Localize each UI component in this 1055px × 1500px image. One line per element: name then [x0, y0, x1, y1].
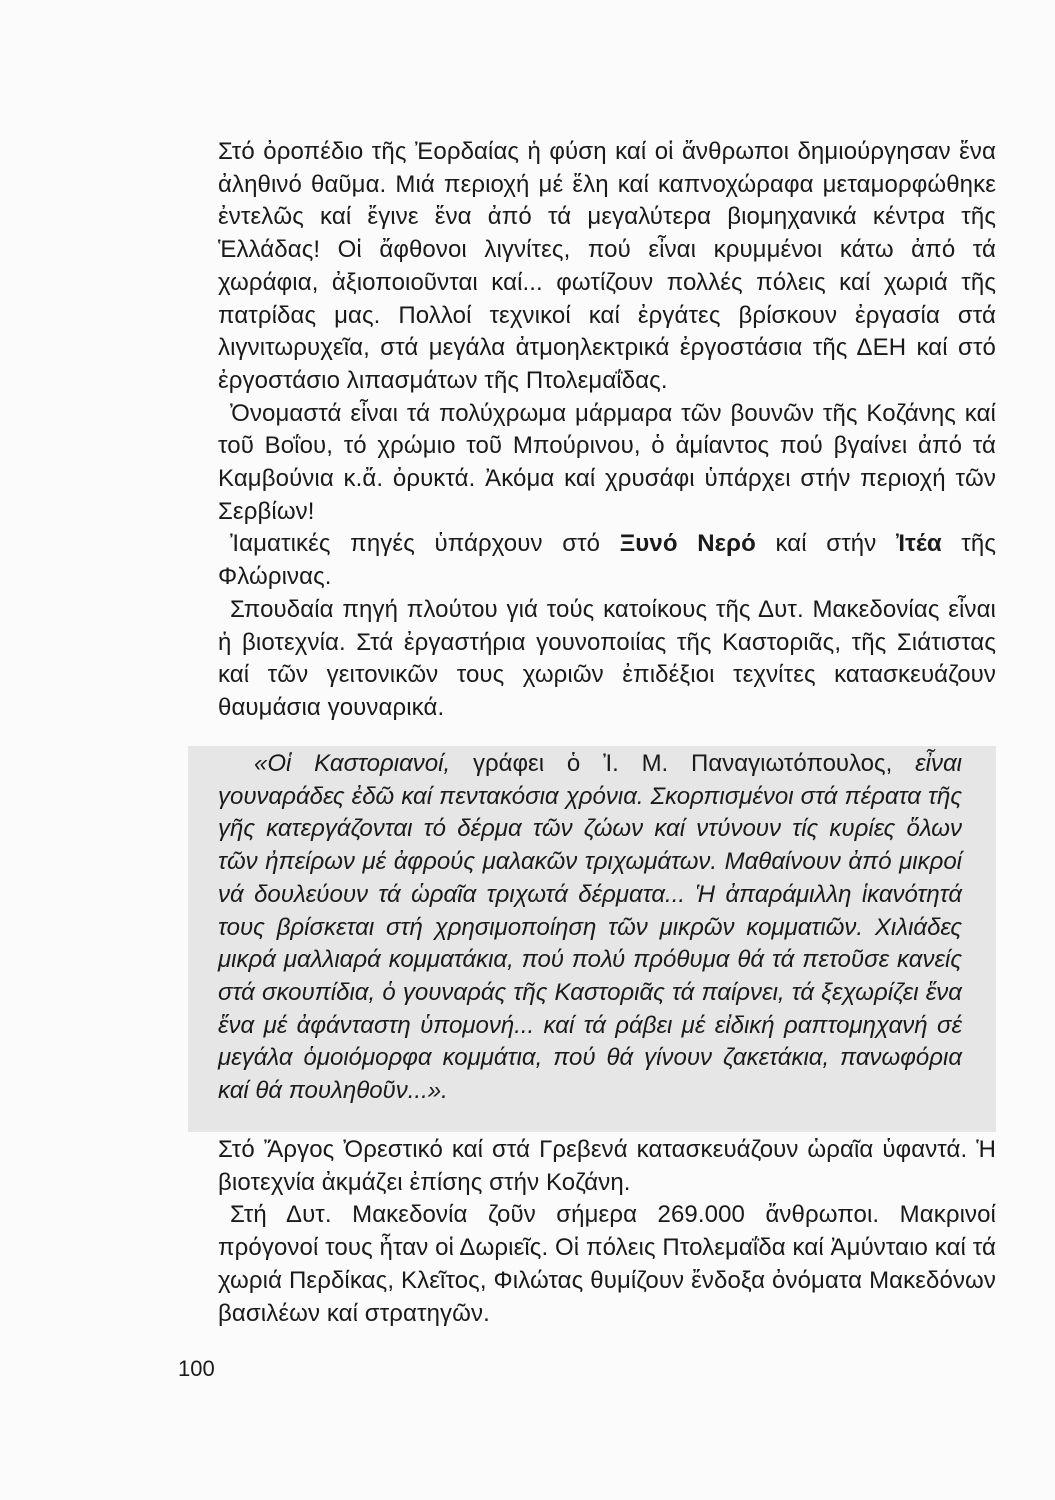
paragraph-springs [218, 528, 996, 593]
quote-body: εἶναι γουναράδες ἐδῶ καί πεντακόσια χρόνια. Σκορπισμένοι στά πέρατα τῆς γῆς κατεργάζονται τό δέρμα τῶν ζώων καί ντύνουν τίς κυρίες ὅλων τῶν ἠπείρων μέ ἀφρούς μαλακῶν τριχωμάτων. Μαθαίνουν ἀπό μικροί νά δουλεύουν τά ὡραῖα τριχωτά δέρματα... Ἡ ἀπαράμιλλη ἱκανότητά τους βρίσκεται στή χρησιμοποίηση τῶν μικρῶν κομματιῶν. Χιλιάδες μικρά μαλλιαρά κομματάκια, πού πολύ πρόθυμα θά τά πετοῦσε κανείς στά σκουπίδια, ὁ γουναράς τῆς Καστοριᾶς τά παίρνει, τά ξεχωρίζει ἕνα ἕνα μέ ἀφάνταστη ὑπομονή... καί τά ράβει μέ εἰδική ραπτομηχανή σέ μεγάλα ὁμοιόμορφα κομμάτια, πού θά γίνουν ζακετάκια, πανωφόρια καί θά πουληθοῦν...». [218, 750, 962, 1105]
paragraph-crafts: Σπουδαία πηγή πλούτου γιά τούς κατοίκους τῆς Δυτ. Μακεδονίας εἶναι ἡ βιοτεχνία. Στά ἐργαστήρια γουνοποιίας τῆς Καστοριᾶς, τῆς Σιάτιστας καί τῶν γειτονικῶν τους χωριῶν ἐπιδέξιοι τεχνίτες κατασκευάζουν θαυμάσια γουναρικά. [218, 595, 996, 721]
quote-opening: «Οἱ Καστοριανοί, [254, 750, 451, 777]
springs-place-xyno-nero: Ξυνό Νερό [619, 530, 756, 558]
springs-text-middle: καί στήν [755, 530, 896, 558]
springs-text-before: Ἰαματικές πηγές ὑπάρχουν στό [230, 530, 620, 558]
quote-paragraph [218, 748, 962, 1108]
springs-place-itea: Ἰτέα [895, 530, 942, 558]
paragraph-weaving: Στό Ἄργος Ὀρεστικό καί στά Γρεβενά κατασκευάζουν ὡραῖα ὑφαντά. Ἡ βιοτεχνία ἀκμάζει ἐπίσης στήν Κοζάνη. [218, 1136, 996, 1196]
main-text-bottom [218, 1134, 996, 1330]
paragraph-population: Στή Δυτ. Μακεδονία ζοῦν σήμερα 269.000 ἄνθρωποι. Μακρινοί πρόγονοί τους ἦταν οἱ Δωριεῖς. Οἱ πόλεις Πτολεμαΐδα καί Ἀμύνταιο καί τά χωριά Περδίκας, Κλεῖτος, Φιλώτας θυμίζουν ἔνδοξα ὀνόματα Μακεδόνων βασιλέων καί στρατηγῶν. [218, 1201, 996, 1327]
quote-attribution: γράφει ὁ Ἰ. Μ. Παναγιωτόπουλος, [450, 750, 916, 777]
page-number: 100 [178, 1356, 215, 1381]
springs-text-after: τῆς Φλώρινας. [218, 530, 997, 591]
quote-block [218, 748, 962, 1108]
main-text-top [218, 136, 996, 725]
paragraph-eordaia: Στό ὀροπέδιο τῆς Ἐορδαίας ἡ φύση καί οἱ ἄνθρωποι δημιούργησαν ἕνα ἀληθινό θαῦμα. Μιά περιοχή μέ ἕλη καί καπνοχώραφα μεταμορφώθηκε ἐντελῶς καί ἔγινε ἕνα ἀπό τά μεγαλύτερα βιομηχανικά κέντρα τῆς Ἑλλάδας! Οἱ ἄφθονοι λιγνίτες, πού εἶναι κρυμμένοι κάτω ἀπό τά χωράφια, ἀξιοποιοῦνται καί... φωτίζουν πολλές πόλεις καί χωριά τῆς πατρίδας μας. Πολλοί τεχνικοί καί ἐργάτες βρίσκουν ἐργασία στά λιγνιτωρυχεῖα, στά μεγάλα ἀτμοηλεκτρικά ἐργοστάσια τῆς ΔΕΗ καί στό ἐργοστάσιο λιπασμάτων τῆς Πτολεμαΐδας. [218, 138, 996, 394]
paragraph-minerals: Ὀνομαστά εἶναι τά πολύχρωμα μάρμαρα τῶν βουνῶν τῆς Κοζάνης καί τοῦ Βοΐου, τό χρώμιο τοῦ Μπούρινου, ὁ ἀμίαντος πού βγαίνει ἀπό τά Καμβούνια κ.ἄ. ὀρυκτά. Ἀκόμα καί χρυσάφι ὑπάρχει στήν περιοχή τῶν Σερβίων! [218, 399, 996, 525]
